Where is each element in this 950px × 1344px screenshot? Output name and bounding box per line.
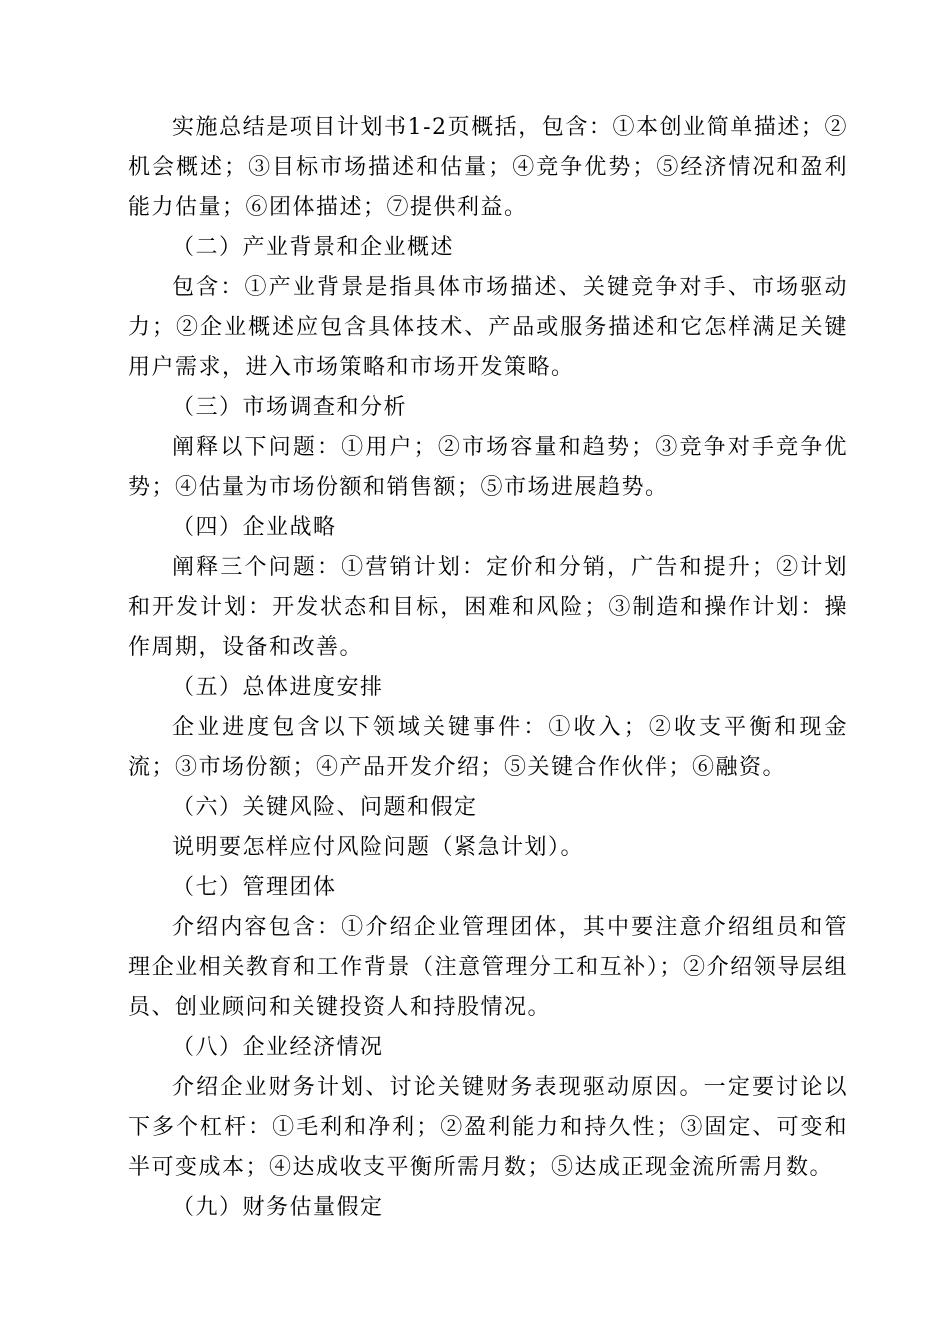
paragraph-schedule: 企业进度包含以下领域关键事件：①收入；②收支平衡和现金流；③市场份额；④产品开发介绍；⑤关键合作伙伴；⑥融资。 <box>128 715 848 780</box>
section-heading-7: （七）管理团体 <box>172 875 337 900</box>
paragraph-industry: 包含：①产业背景是指具体市场描述、关键竞争对手、市场驱动力；②企业概述应包含具体技术、产品或服务描述和它怎样满足关键用户需求，进入市场策略和市场开发策略。 <box>128 275 848 380</box>
paragraph-risks: 说明要怎样应付风险问题（紧急计划）。 <box>172 835 585 860</box>
paragraph-summary: 实施总结是项目计划书1-2页概括，包含：①本创业简单描述；②机会概述；③目标市场描述和估量；④竞争优势；⑤经济情况和盈利能力估量；⑥团体描述；⑦提供利益。 <box>128 115 848 220</box>
paragraph-finance: 介绍企业财务计划、讨论关键财务表现驱动原因。一定要讨论以下多个杠杆：①毛利和净利；②盈利能力和持久性；③固定、可变和半可变成本；④达成收支平衡所需月数；⑤达成正现金流所需月数。 <box>128 1075 848 1180</box>
section-heading-9: （九）财务估量假定 <box>172 1195 384 1220</box>
section-heading-3: （三）市场调查和分析 <box>172 395 408 420</box>
section-heading-8: （八）企业经济情况 <box>172 1035 384 1060</box>
section-heading-4: （四）企业战略 <box>172 515 337 540</box>
paragraph-team: 介绍内容包含：①介绍企业管理团体，其中要注意介绍组员和管理企业相关教育和工作背景（注意管理分工和互补）；②介绍领导层组员、创业顾问和关键投资人和持股情况。 <box>128 915 848 1020</box>
section-heading-2: （二）产业背景和企业概述 <box>172 235 455 260</box>
document-body <box>128 108 848 1228</box>
paragraph-market: 阐释以下问题：①用户；②市场容量和趋势；③竞争对手竞争优势；④估量为市场份额和销售额；⑤市场进展趋势。 <box>128 435 848 500</box>
section-heading-6: （六）关键风险、问题和假定 <box>172 795 478 820</box>
paragraph-strategy: 阐释三个问题：①营销计划：定价和分销，广告和提升；②计划和开发计划：开发状态和目标，困难和风险；③制造和操作计划：操作周期，设备和改善。 <box>128 555 848 660</box>
section-heading-5: （五）总体进度安排 <box>172 675 384 700</box>
